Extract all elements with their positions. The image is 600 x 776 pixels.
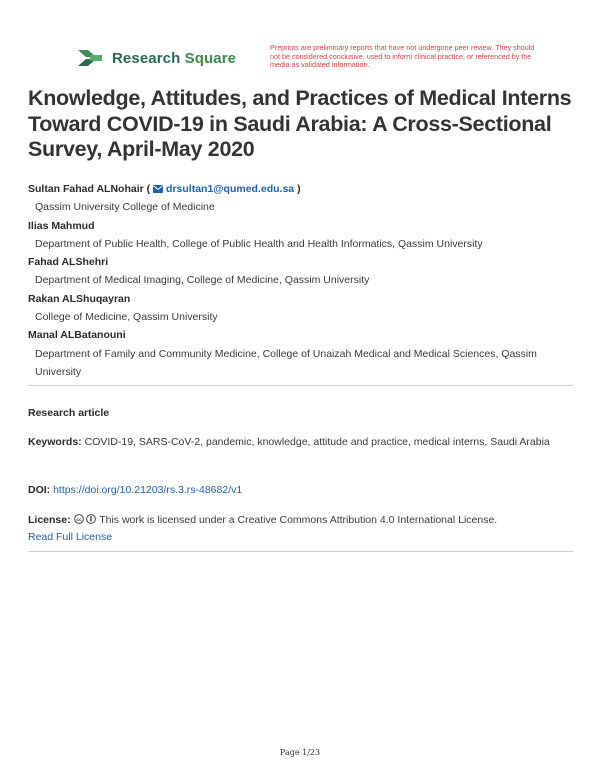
keywords-label: Keywords: xyxy=(28,436,82,448)
doi-link[interactable]: https://doi.org/10.21203/rs.3.rs-48682/v1 xyxy=(53,484,243,496)
license xyxy=(28,512,573,546)
author-name: Sultan Fahad ALNohair xyxy=(28,183,144,195)
license-text: This work is licensed under a Creative Commons Attribution 4.0 International License. xyxy=(99,514,498,526)
research-square-logo xyxy=(76,47,236,69)
author-name: Manal ALBatanouni xyxy=(28,329,126,342)
license-label: License: xyxy=(28,514,71,526)
author-email: drsultan1@qumed.edu.sa xyxy=(166,183,295,195)
attribution-icon xyxy=(86,514,96,524)
keywords xyxy=(28,434,573,451)
author-affiliation: Department of Public Health, College of Public Health and Health Informatics, Qassim University xyxy=(35,237,483,250)
divider xyxy=(28,551,573,552)
svg-text:cc: cc xyxy=(75,517,82,523)
author-name: Fahad ALShehri xyxy=(28,256,109,269)
author-affiliation: Department of Medical Imaging, College of Medicine, Qassim University xyxy=(35,274,370,287)
creative-commons-icon xyxy=(74,514,84,524)
logo-wordmark xyxy=(112,50,236,67)
paper-title: Knowledge, Attitudes, and Practices of Medical Interns Toward COVID-19 in Saudi Arabia: A Cross-Sectional Survey, April-May 2020 xyxy=(28,86,572,161)
author-email-link[interactable] xyxy=(153,183,294,195)
keywords-value: COVID-19, SARS-CoV-2, pandemic, knowledge, attitude and practice, medical interns, Saudi Arabia xyxy=(84,436,550,448)
doi-label: DOI: xyxy=(28,484,51,496)
logo-brand-accent: Square xyxy=(184,49,237,67)
article-type: Research article xyxy=(28,407,110,419)
read-full-license-link[interactable]: Read Full License xyxy=(28,531,113,543)
mail-icon xyxy=(153,185,163,193)
logo-brand-main: Research xyxy=(112,49,181,67)
author-name: Ilias Mahmud xyxy=(28,219,95,232)
divider xyxy=(28,385,573,386)
doi xyxy=(28,482,573,499)
author-list xyxy=(28,180,573,381)
research-square-logo-icon xyxy=(76,47,104,69)
author-entry: Sultan Fahad ALNohair ( drsultan1@qumed.edu.sa ) xyxy=(28,183,301,195)
page-number: Page 1/23 xyxy=(279,748,321,757)
author-affiliation: Department of Family and Community Medicine, College of Unaizah Medical and Medical Sciences, Qassim University xyxy=(35,347,537,378)
author-affiliation: Qassim University College of Medicine xyxy=(35,201,215,214)
author-affiliation: College of Medicine, Qassim University xyxy=(35,311,218,324)
preprint-notice: Preprints are preliminary reports that have not undergone peer review. They should not be considered conclusive, used to inform clinical practice, or referenced by the media as validated information. xyxy=(270,43,535,70)
author-name: Rakan ALShuqayran xyxy=(28,292,131,305)
